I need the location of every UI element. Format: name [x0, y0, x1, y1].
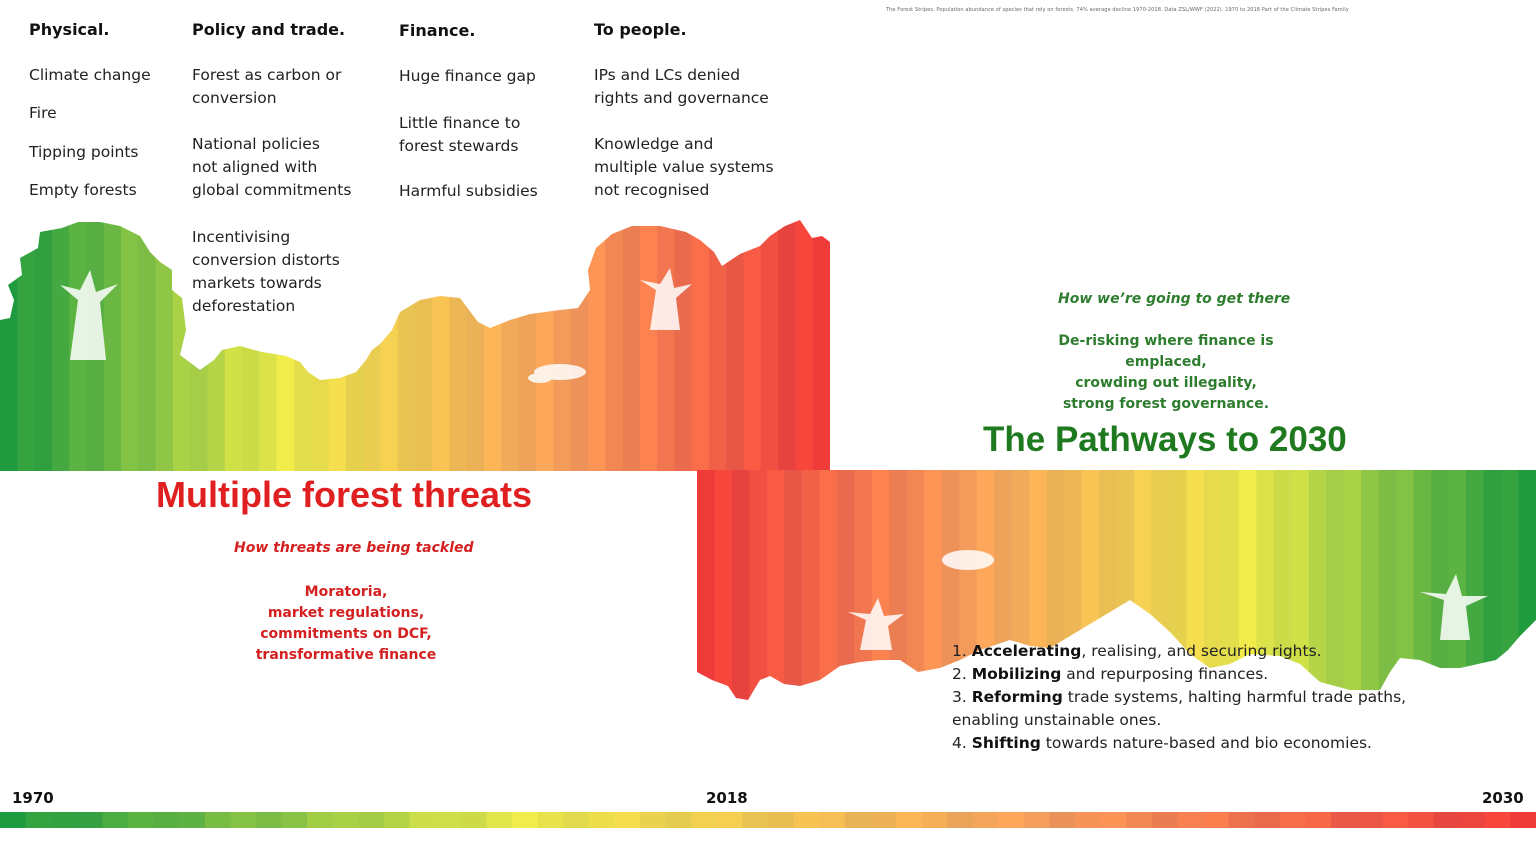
threat-item: Forest as carbon or conversion	[192, 66, 342, 107]
color-stripe	[571, 200, 589, 472]
color-stripe	[333, 812, 359, 828]
color-stripe	[749, 468, 767, 720]
color-stripe	[512, 812, 538, 828]
color-stripe	[605, 200, 623, 472]
color-stripe	[230, 812, 256, 828]
timeline-mid-label: 2018	[706, 789, 748, 807]
color-stripe	[398, 200, 416, 472]
color-stripe	[588, 200, 606, 472]
threat-item: Knowledge and multiple value systems not recognised	[594, 135, 774, 199]
color-stripe	[1254, 812, 1280, 828]
color-stripe	[1306, 812, 1332, 828]
color-stripe	[640, 200, 658, 472]
color-stripe	[553, 200, 571, 472]
color-stripe	[674, 200, 692, 472]
color-stripe	[709, 200, 727, 472]
color-stripe	[435, 812, 461, 828]
color-stripe	[256, 812, 282, 828]
color-stripe	[872, 468, 890, 720]
color-stripe	[415, 200, 433, 472]
color-stripe	[768, 812, 794, 828]
threats-subtitle: How threats are being tackled	[234, 540, 474, 556]
color-stripe	[795, 200, 813, 472]
color-stripe	[484, 200, 502, 472]
color-stripe	[501, 200, 519, 472]
color-stripe	[896, 812, 922, 828]
column-finance	[399, 21, 475, 40]
color-stripe	[973, 812, 999, 828]
color-stripe	[26, 812, 52, 828]
color-stripe	[907, 468, 925, 720]
color-stripe	[1178, 812, 1204, 828]
color-stripe	[589, 812, 615, 828]
color-stripe	[307, 812, 333, 828]
color-stripe	[732, 468, 750, 720]
color-stripe	[363, 200, 381, 472]
color-stripe	[1101, 812, 1127, 828]
threat-item: Harmful subsidies	[399, 182, 538, 200]
color-stripe	[0, 812, 26, 828]
color-stripe	[714, 468, 732, 720]
color-stripe	[563, 812, 589, 828]
color-stripe	[536, 200, 554, 472]
color-stripe	[154, 812, 180, 828]
color-stripe	[156, 200, 174, 472]
color-stripe	[282, 812, 308, 828]
color-stripe	[1203, 812, 1229, 828]
color-stripe	[692, 200, 710, 472]
color-stripe	[813, 200, 831, 472]
pathways-title: The Pathways to 2030	[983, 420, 1347, 459]
color-stripe	[205, 812, 231, 828]
color-stripe	[102, 812, 128, 828]
threat-item: Huge finance gap	[399, 67, 536, 85]
color-stripe	[726, 200, 744, 472]
timeline-start-label: 1970	[12, 789, 54, 807]
color-stripe	[744, 200, 762, 472]
color-stripe	[666, 812, 692, 828]
color-stripe	[717, 812, 743, 828]
color-stripe	[1126, 812, 1152, 828]
color-stripe	[870, 812, 896, 828]
color-stripe	[691, 812, 717, 828]
color-stripe	[819, 812, 845, 828]
color-stripe	[784, 468, 802, 720]
color-stripe	[947, 812, 973, 828]
color-stripe	[128, 812, 154, 828]
color-stripe	[1484, 468, 1502, 720]
column-physical	[29, 20, 109, 39]
pathways-list	[952, 640, 1406, 755]
color-stripe	[1331, 812, 1357, 828]
color-stripe	[51, 812, 77, 828]
color-stripe	[623, 200, 641, 472]
color-stripe	[358, 812, 384, 828]
color-stripe	[1024, 812, 1050, 828]
color-stripe	[346, 200, 364, 472]
color-stripe	[52, 200, 70, 472]
color-stripe	[657, 200, 675, 472]
color-stripe	[1434, 812, 1460, 828]
color-stripe	[742, 812, 768, 828]
color-stripe	[845, 812, 871, 828]
threat-item: Incentivising conversion distorts markets towards deforestation	[192, 228, 340, 315]
color-stripe	[819, 468, 837, 720]
color-stripe	[384, 812, 410, 828]
threat-item: Climate change	[29, 66, 151, 84]
color-stripe	[761, 200, 779, 472]
color-stripe	[538, 812, 564, 828]
color-stripe	[1357, 812, 1383, 828]
threat-item: Empty forests	[29, 181, 137, 199]
color-stripe	[1152, 812, 1178, 828]
threat-item: IPs and LCs denied rights and governance	[594, 66, 769, 107]
color-stripe	[1466, 468, 1484, 720]
column-heading: Physical.	[29, 20, 110, 39]
pathway-item: 2. Mobilizing and repurposing finances.	[952, 665, 1269, 683]
column-heading: Policy and trade.	[192, 20, 346, 39]
color-stripe	[854, 468, 872, 720]
color-stripe	[486, 812, 512, 828]
color-stripe	[998, 812, 1024, 828]
color-stripe	[104, 200, 122, 472]
pathways-subtitle: How we’re going to get there	[1058, 291, 1291, 307]
source-caption: The Forest Stripes. Population abundance of species that rely on forests. 74% average decline 1970-2018. Data ZSL/WWF (2022). 1970 to 2018 Part of the Climate Stripes Family	[886, 7, 1349, 13]
threats-body: Moratoria, market regulations, commitments on DCF, transformative finance	[255, 584, 437, 663]
color-stripe	[889, 468, 907, 720]
pathway-item: 3. Reforming trade systems, halting harmful trade paths,	[952, 688, 1407, 706]
color-stripe	[640, 812, 666, 828]
color-stripe	[77, 812, 103, 828]
color-stripe	[922, 812, 948, 828]
color-stripe	[1229, 812, 1255, 828]
color-stripe	[138, 200, 156, 472]
color-stripe	[1280, 812, 1306, 828]
pathway-item: 4. Shifting towards nature-based and bio economies.	[952, 734, 1372, 752]
color-stripe	[450, 200, 468, 472]
color-stripe	[121, 200, 139, 472]
color-stripe	[0, 200, 18, 472]
column-heading: To people.	[594, 20, 687, 39]
color-stripe	[1050, 812, 1076, 828]
color-stripe	[1382, 812, 1408, 828]
color-stripe	[1519, 468, 1536, 720]
color-stripe	[1408, 812, 1434, 828]
threats-title: Multiple forest threats	[156, 474, 533, 515]
color-stripe	[461, 812, 487, 828]
column-people	[594, 20, 687, 39]
threat-item: Fire	[29, 104, 57, 122]
color-stripe	[767, 468, 785, 720]
column-policy-trade	[192, 20, 345, 39]
color-stripe	[1075, 812, 1101, 828]
color-stripe	[778, 200, 796, 472]
timeline-end-label: 2030	[1482, 789, 1524, 807]
color-stripe	[1510, 812, 1536, 828]
color-stripe	[519, 200, 537, 472]
pathway-item: 1. Accelerating, realising, and securing rights.	[952, 642, 1322, 660]
pathway-item: enabling unstainable ones.	[952, 711, 1162, 729]
pathways-body: De-risking where finance is emplaced, crowding out illegality, strong forest governance.	[1058, 333, 1274, 412]
color-stripe	[173, 200, 191, 472]
color-stripe	[17, 200, 35, 472]
color-stripe	[432, 200, 450, 472]
color-stripe	[1501, 468, 1519, 720]
color-stripe	[802, 468, 820, 720]
threat-item: National policies not aligned with global commitments	[192, 135, 352, 199]
color-stripe	[35, 200, 53, 472]
color-stripe	[697, 468, 715, 720]
color-stripe	[837, 468, 855, 720]
threat-item: Tipping points	[29, 143, 139, 161]
color-stripe	[179, 812, 205, 828]
color-stripe	[794, 812, 820, 828]
color-stripe	[1485, 812, 1511, 828]
color-stripe	[410, 812, 436, 828]
column-heading: Finance.	[399, 21, 476, 40]
color-stripe	[467, 200, 485, 472]
color-stripe	[924, 468, 942, 720]
color-stripe	[614, 812, 640, 828]
color-stripe	[1459, 812, 1485, 828]
threat-item: Little finance to forest stewards	[399, 114, 521, 155]
color-stripe	[380, 200, 398, 472]
